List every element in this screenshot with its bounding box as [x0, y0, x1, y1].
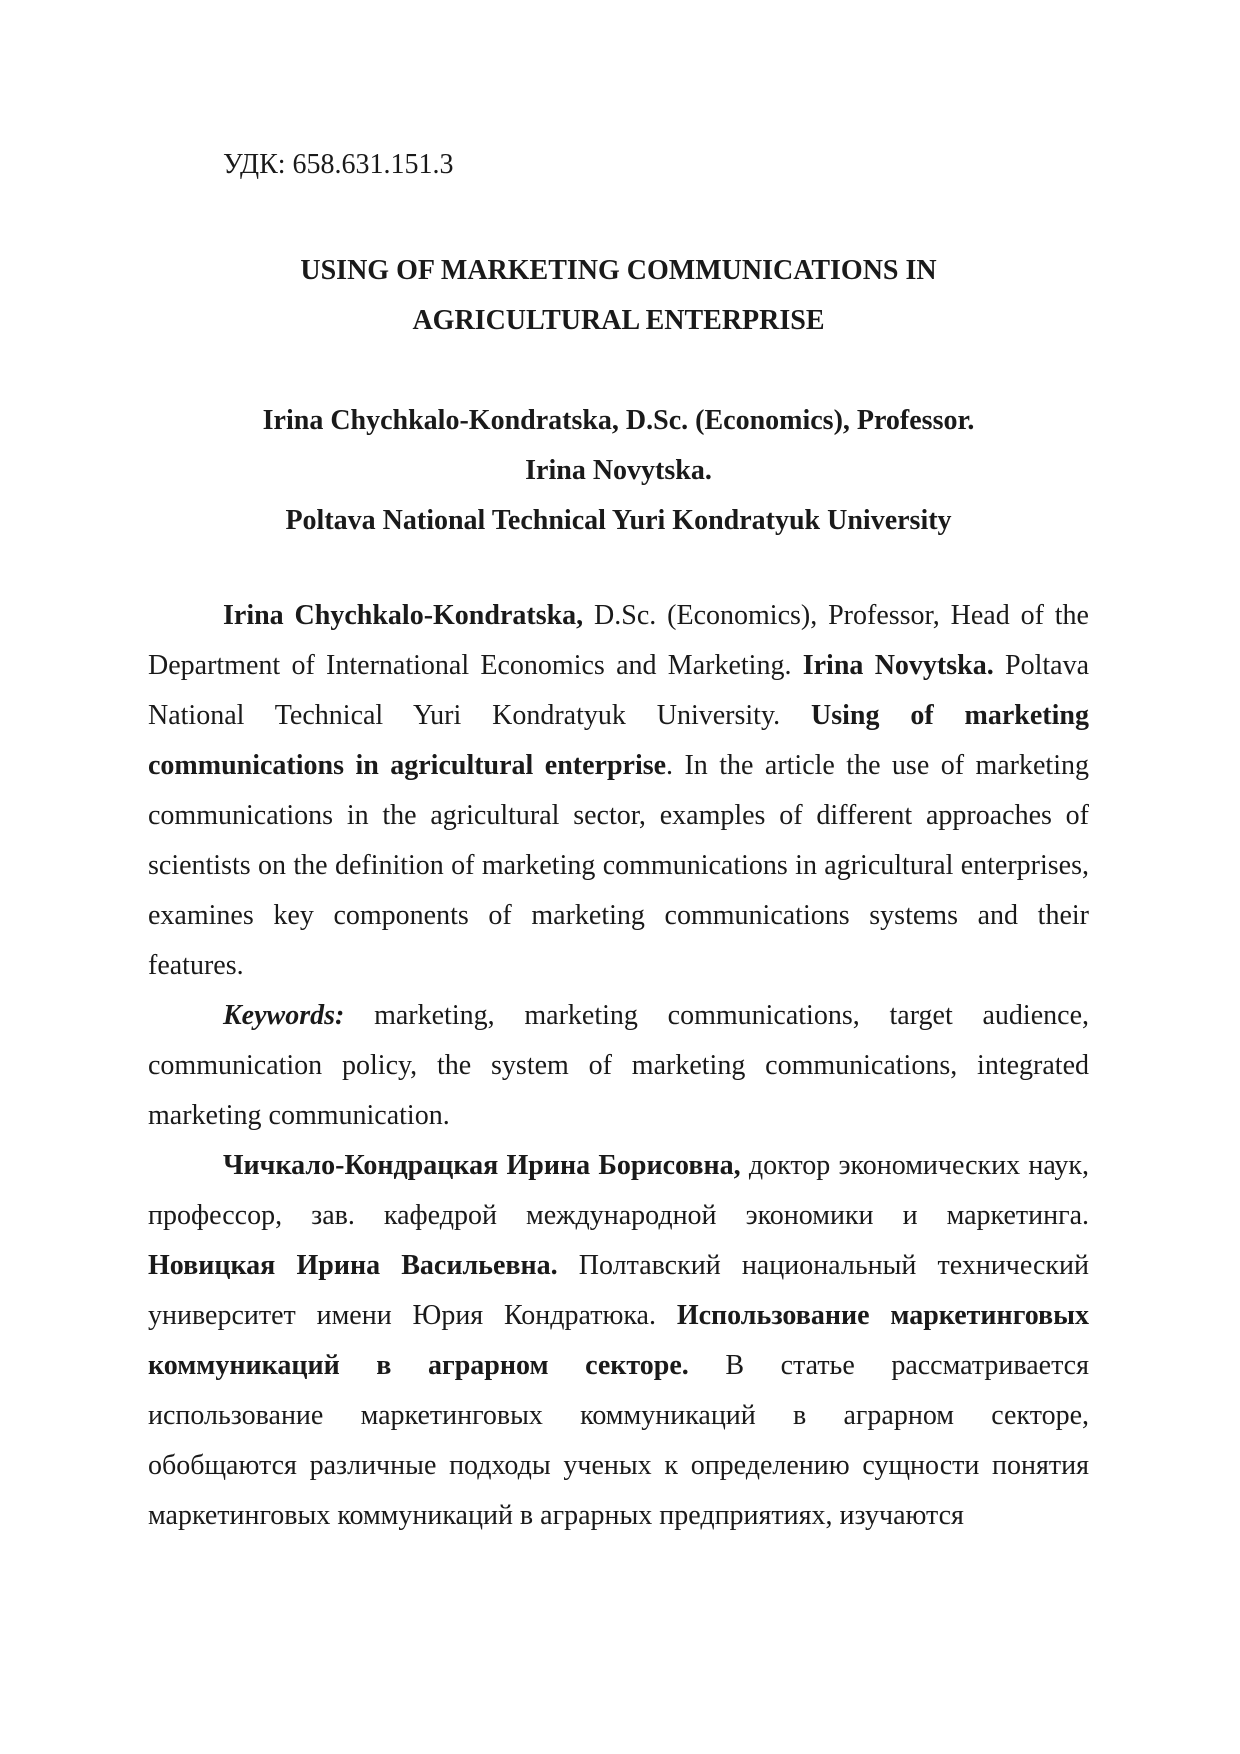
author-block: [148, 396, 1089, 546]
paper-title-line-2: AGRICULTURAL ENTERPRISE: [412, 305, 825, 336]
keywords-english: [148, 991, 1089, 1141]
abstract-ru-author2-name: Новицкая Ирина Васильевна.: [148, 1250, 558, 1281]
paper-title: [148, 246, 1089, 346]
abstract-russian: [148, 1141, 1089, 1541]
keywords-label: Keywords:: [223, 1000, 345, 1031]
paper-body: [148, 591, 1089, 1541]
paper-title-line-1: USING OF MARKETING COMMUNICATIONS IN: [300, 255, 937, 286]
udk-code: УДК: 658.631.151.3: [223, 149, 454, 180]
abstract-en-title: Using of marketing communications in agricultural enterprise: [148, 700, 1089, 781]
author-line-1: Irina Chychkalo-Kondratska, D.Sc. (Economics), Professor.: [262, 405, 975, 436]
affiliation-line: Poltava National Technical Yuri Kondratyuk University: [285, 505, 952, 536]
abstract-ru-text: В статье рассматривается использование маркетинговых коммуникаций в аграрном секторе, обобщаются различные подходы ученых к определению сущности понятия маркетинговых коммуникаций в аграрных предприятиях, изучаются: [148, 1350, 1089, 1531]
author-line-2: Irina Novytska.: [525, 455, 712, 486]
abstract-en-author2-name: Irina Novytska.: [802, 650, 994, 681]
abstract-en-author1-text: D.Sc. (Economics), Professor, Head of the Department of International Economics and Marketing.: [148, 600, 1089, 681]
abstract-en-text: . In the article the use of marketing communications in the agricultural sector, examples of different approaches of scientists on the definition of marketing communications in agricultural enterprises, examines key components of marketing communications systems and their features.: [148, 750, 1089, 981]
abstract-ru-author1-text: доктор экономических наук, профессор, зав. кафедрой международной экономики и маркетинга.: [148, 1150, 1089, 1231]
abstract-ru-author1-name: Чичкало-Кондрацкая Ирина Борисовна,: [223, 1150, 741, 1181]
abstract-ru-author2-text: Полтавский национальный технический университет имени Юрия Кондратюка.: [148, 1250, 1089, 1331]
abstract-en-author2-text: Poltava National Technical Yuri Kondratyuk University.: [148, 650, 1089, 731]
abstract-en-author1-name: Irina Chychkalo-Kondratska,: [223, 600, 584, 631]
keywords-text: marketing, marketing communications, target audience, communication policy, the system of marketing communications, integrated marketing communication.: [148, 1000, 1089, 1131]
abstract-english: [148, 591, 1089, 991]
abstract-ru-title: Использование маркетинговых коммуникаций в аграрном секторе.: [148, 1300, 1089, 1381]
